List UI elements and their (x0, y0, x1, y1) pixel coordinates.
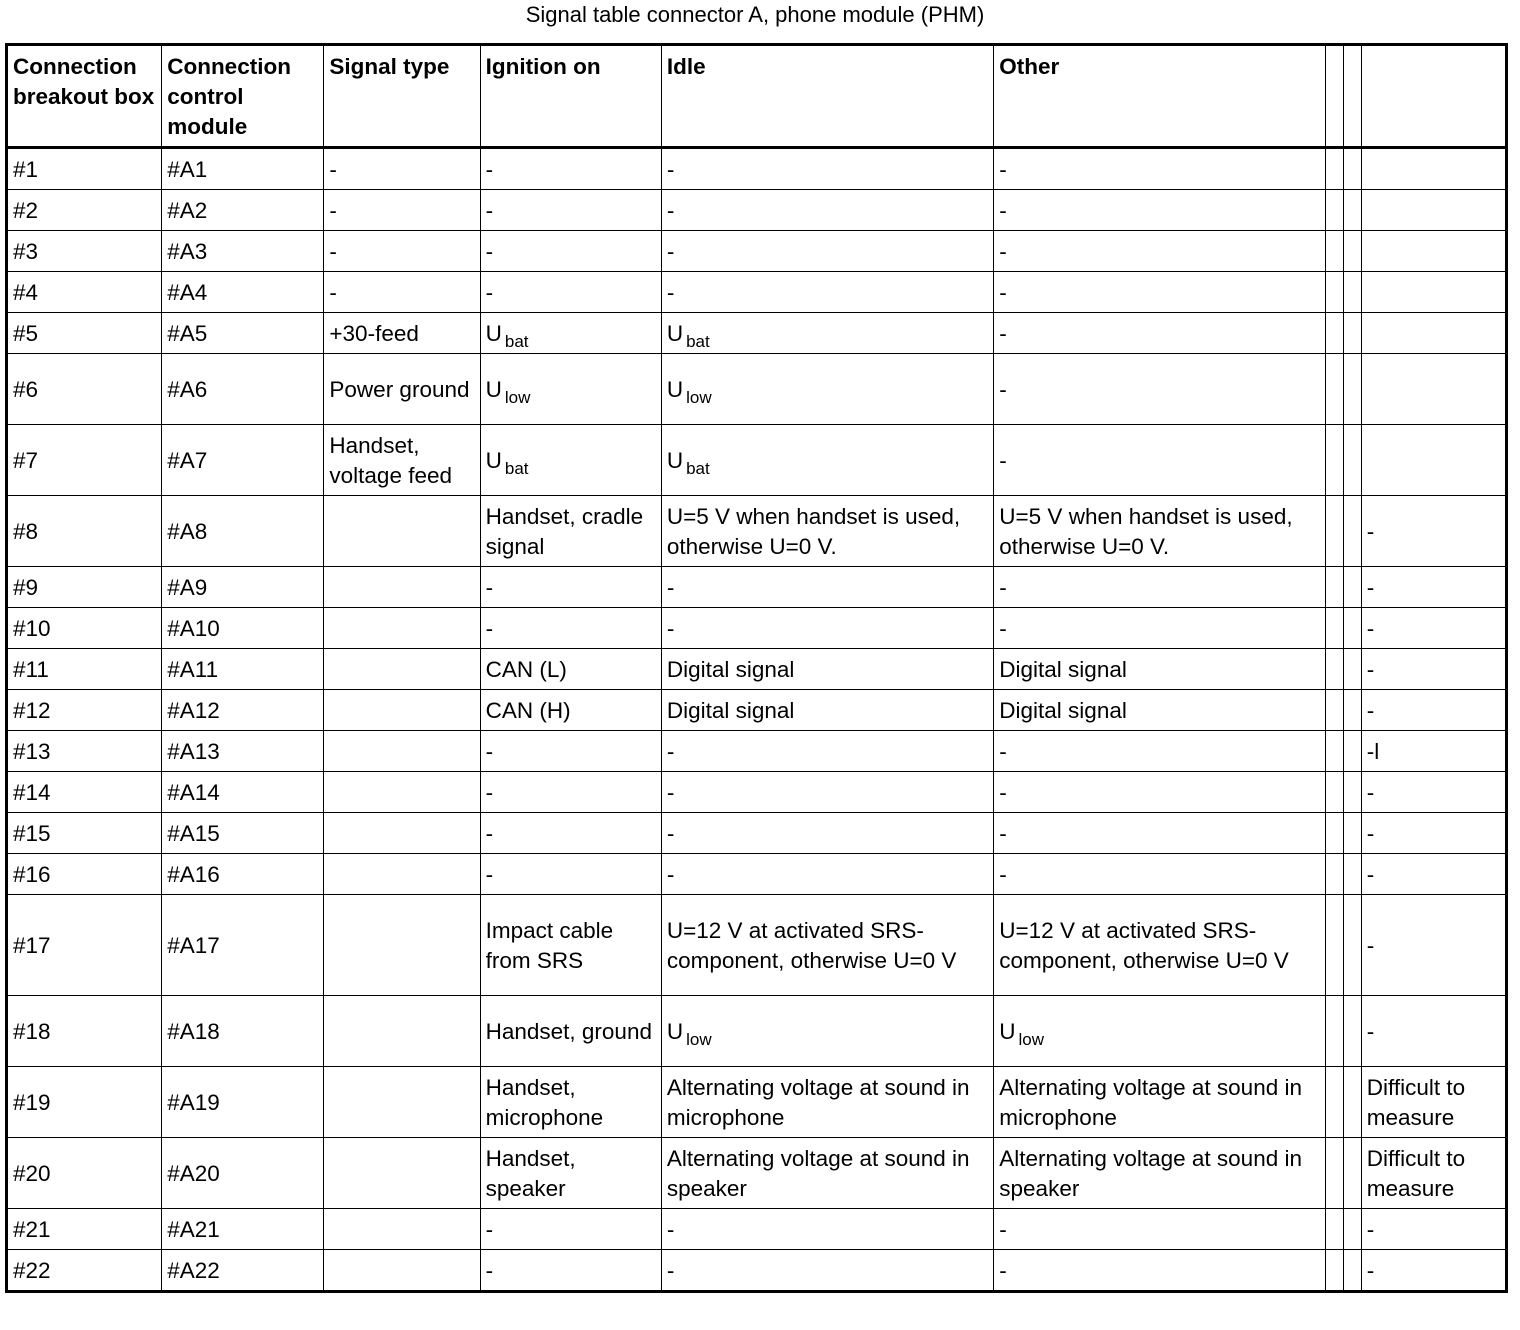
table-cell (1325, 190, 1343, 231)
table-cell: - (661, 148, 993, 190)
table-cell (480, 313, 661, 354)
table-cell: Digital signal (661, 690, 993, 731)
table-row (7, 895, 1507, 996)
table-row (7, 148, 1507, 190)
table-cell (1343, 813, 1361, 854)
table-cell (1343, 425, 1361, 496)
table-cell: #A1 (162, 148, 324, 190)
table-cell: #A22 (162, 1250, 324, 1292)
table-cell: - (661, 854, 993, 895)
table-cell: #A4 (162, 272, 324, 313)
table-cell (324, 1250, 480, 1292)
voltage-symbol: U (666, 1019, 684, 1044)
table-cell: #21 (7, 1209, 162, 1250)
table-cell (324, 649, 480, 690)
table-cell (1361, 313, 1506, 354)
table-cell (1325, 425, 1343, 496)
table-cell (1343, 608, 1361, 649)
table-cell (1343, 496, 1361, 567)
table-cell: - (1361, 649, 1506, 690)
table-cell (1325, 608, 1343, 649)
table-cell (1343, 895, 1361, 996)
table-cell: #17 (7, 895, 162, 996)
table-cell: - (994, 272, 1325, 313)
table-cell: #8 (7, 496, 162, 567)
table-cell: - (661, 1209, 993, 1250)
table-cell (324, 496, 480, 567)
table-cell: Alternating voltage at sound in speaker (994, 1138, 1325, 1209)
table-cell (1343, 1209, 1361, 1250)
table-cell: #1 (7, 148, 162, 190)
table-cell: #13 (7, 731, 162, 772)
table-cell: Alternating voltage at sound in speaker (661, 1138, 993, 1209)
table-cell: #6 (7, 354, 162, 425)
table-cell: #14 (7, 772, 162, 813)
table-cell: - (1361, 496, 1506, 567)
table-cell: Handset, microphone (480, 1067, 661, 1138)
table-cell: +30-feed (324, 313, 480, 354)
voltage-symbol: U (666, 448, 684, 473)
table-cell: #2 (7, 190, 162, 231)
table-cell: - (1361, 608, 1506, 649)
table-row (7, 1209, 1507, 1250)
voltage-subscript: bat (686, 459, 710, 478)
table-cell (1343, 1138, 1361, 1209)
table-cell: - (994, 148, 1325, 190)
table-cell (1325, 313, 1343, 354)
table-cell: U=5 V when handset is used, otherwise U=0 V. (661, 496, 993, 567)
table-cell (1343, 649, 1361, 690)
table-cell: - (1361, 1209, 1506, 1250)
table-cell: - (661, 190, 993, 231)
table-cell: #A2 (162, 190, 324, 231)
table-cell: #12 (7, 690, 162, 731)
table-cell (1343, 231, 1361, 272)
voltage-symbol: U (999, 1019, 1016, 1044)
header-cell (1361, 45, 1506, 148)
table-cell (661, 425, 993, 496)
table-cell: #A17 (162, 895, 324, 996)
table-cell (1325, 996, 1343, 1067)
table-cell: #A10 (162, 608, 324, 649)
table-row (7, 854, 1507, 895)
table-row (7, 231, 1507, 272)
table-cell: - (994, 772, 1325, 813)
table-cell: #A8 (162, 496, 324, 567)
table-cell: - (480, 148, 661, 190)
voltage-subscript: low (686, 1030, 712, 1049)
table-cell: #A16 (162, 854, 324, 895)
table-cell (1343, 1067, 1361, 1138)
table-cell (1343, 190, 1361, 231)
table-cell (1343, 272, 1361, 313)
table-cell (1343, 690, 1361, 731)
table-cell: Impact cable from SRS (480, 895, 661, 996)
table-cell (324, 690, 480, 731)
table-cell: - (661, 731, 993, 772)
table-cell: #A5 (162, 313, 324, 354)
table-cell: - (994, 567, 1325, 608)
table-cell: - (994, 1209, 1325, 1250)
table-cell (1343, 1250, 1361, 1292)
table-cell: - (994, 231, 1325, 272)
table-cell (661, 996, 993, 1067)
table-cell: - (994, 813, 1325, 854)
table-cell (324, 1138, 480, 1209)
table-cell: CAN (H) (480, 690, 661, 731)
table-cell: #A9 (162, 567, 324, 608)
table-cell (1343, 772, 1361, 813)
table-cell: - (1361, 567, 1506, 608)
table-cell: Handset, speaker (480, 1138, 661, 1209)
table-cell (1343, 313, 1361, 354)
table-cell: - (480, 608, 661, 649)
table-cell: #7 (7, 425, 162, 496)
table-cell (1325, 895, 1343, 996)
table-row (7, 996, 1507, 1067)
table-cell: - (480, 813, 661, 854)
table-cell: - (661, 272, 993, 313)
table-cell (324, 813, 480, 854)
header-cell (1325, 45, 1343, 148)
table-cell: CAN (L) (480, 649, 661, 690)
table-cell: - (480, 731, 661, 772)
header-cell: Ignition on (480, 45, 661, 148)
table-cell (324, 731, 480, 772)
table-cell: #18 (7, 996, 162, 1067)
table-cell: - (994, 190, 1325, 231)
table-cell: - (994, 425, 1325, 496)
table-cell (1343, 854, 1361, 895)
table-cell (1325, 731, 1343, 772)
table-cell (1343, 148, 1361, 190)
table-cell (1325, 772, 1343, 813)
table-cell (1325, 1250, 1343, 1292)
table-cell (1343, 354, 1361, 425)
table-cell: - (1361, 854, 1506, 895)
table-row (7, 1138, 1507, 1209)
table-cell (1361, 425, 1506, 496)
table-cell (1325, 1067, 1343, 1138)
header-cell (1343, 45, 1361, 148)
table-cell: -l (1361, 731, 1506, 772)
table-cell: Handset, ground (480, 996, 661, 1067)
voltage-subscript: bat (504, 459, 529, 478)
table-header-row (7, 45, 1507, 148)
table-cell (324, 608, 480, 649)
table-cell: - (994, 731, 1325, 772)
table-cell: #10 (7, 608, 162, 649)
header-cell: Connection breakout box (7, 45, 162, 148)
table-row (7, 567, 1507, 608)
table-cell: Digital signal (661, 649, 993, 690)
table-cell (1325, 1138, 1343, 1209)
table-cell: - (661, 772, 993, 813)
table-cell: - (480, 231, 661, 272)
table-cell: - (1361, 1250, 1506, 1292)
voltage-subscript: low (686, 388, 712, 407)
table-cell (324, 772, 480, 813)
table-cell: #A12 (162, 690, 324, 731)
table-cell: - (324, 272, 480, 313)
voltage-subscript: low (1018, 1030, 1045, 1049)
table-cell: #9 (7, 567, 162, 608)
table-cell: #16 (7, 854, 162, 895)
voltage-subscript: bat (686, 332, 710, 351)
table-cell (1325, 854, 1343, 895)
table-cell: #A6 (162, 354, 324, 425)
table-cell: - (661, 1250, 993, 1292)
table-cell (1343, 567, 1361, 608)
table-cell: - (1361, 772, 1506, 813)
table-cell: - (661, 608, 993, 649)
table-cell: Handset, cradle signal (480, 496, 661, 567)
table-cell: #11 (7, 649, 162, 690)
table-cell: - (661, 813, 993, 854)
table-cell: #A19 (162, 1067, 324, 1138)
table-cell: U=12 V at activated SRS-component, otherwise U=0 V (661, 895, 993, 996)
table-cell (324, 996, 480, 1067)
table-cell: U=5 V when handset is used, otherwise U=0 V. (994, 496, 1325, 567)
header-cell: Signal type (324, 45, 480, 148)
voltage-symbol: U (485, 448, 502, 473)
table-cell (480, 425, 661, 496)
table-row (7, 272, 1507, 313)
table-cell: - (480, 567, 661, 608)
table-cell: Difficult to measure (1361, 1138, 1506, 1209)
table-cell: - (480, 1250, 661, 1292)
table-cell: - (1361, 895, 1506, 996)
table-cell: #15 (7, 813, 162, 854)
table-cell: Digital signal (994, 649, 1325, 690)
table-cell: - (1361, 690, 1506, 731)
table-cell: - (324, 148, 480, 190)
table-row (7, 813, 1507, 854)
table-cell (480, 354, 661, 425)
table-cell: #A20 (162, 1138, 324, 1209)
table-cell: - (480, 190, 661, 231)
table-cell: #19 (7, 1067, 162, 1138)
table-cell: Difficult to measure (1361, 1067, 1506, 1138)
table-cell (1325, 496, 1343, 567)
table-cell (1361, 148, 1506, 190)
voltage-symbol: U (485, 321, 502, 346)
page-title: Signal table connector A, phone module (PHM) (525, 2, 985, 27)
table-cell: - (324, 231, 480, 272)
voltage-symbol: U (485, 377, 502, 402)
table-cell: #A21 (162, 1209, 324, 1250)
table-cell (1325, 567, 1343, 608)
table-cell: - (1361, 813, 1506, 854)
table-cell: #4 (7, 272, 162, 313)
table-cell: #22 (7, 1250, 162, 1292)
table-cell: - (480, 854, 661, 895)
table-cell (1361, 354, 1506, 425)
table-cell (324, 1209, 480, 1250)
table-cell (1361, 190, 1506, 231)
table-row (7, 354, 1507, 425)
table-cell: - (994, 854, 1325, 895)
table-cell: #A18 (162, 996, 324, 1067)
table-cell: #A13 (162, 731, 324, 772)
table-cell: - (661, 567, 993, 608)
table-cell (661, 354, 993, 425)
table-body (7, 148, 1507, 1292)
table-cell: #A15 (162, 813, 324, 854)
table-cell: Handset, voltage feed (324, 425, 480, 496)
table-cell: - (994, 1250, 1325, 1292)
table-cell (1325, 272, 1343, 313)
table-cell (994, 996, 1325, 1067)
table-cell: #A14 (162, 772, 324, 813)
table-cell: - (480, 772, 661, 813)
table-cell: #A3 (162, 231, 324, 272)
table-cell: Alternating voltage at sound in microphone (994, 1067, 1325, 1138)
table-cell: #20 (7, 1138, 162, 1209)
table-row (7, 1067, 1507, 1138)
table-cell (324, 567, 480, 608)
table-cell: Power ground (324, 354, 480, 425)
table-cell (1325, 231, 1343, 272)
signal-table (5, 43, 1508, 1293)
voltage-symbol: U (666, 321, 684, 346)
table-cell: - (994, 354, 1325, 425)
table-cell (1325, 813, 1343, 854)
table-cell (324, 1067, 480, 1138)
table-cell: Digital signal (994, 690, 1325, 731)
table-row (7, 313, 1507, 354)
table-cell (1361, 272, 1506, 313)
table-cell: #A7 (162, 425, 324, 496)
header-cell: Other (994, 45, 1325, 148)
table-cell: #5 (7, 313, 162, 354)
voltage-symbol: U (666, 377, 684, 402)
table-row (7, 649, 1507, 690)
table-row (7, 772, 1507, 813)
table-cell: - (480, 272, 661, 313)
table-cell (324, 854, 480, 895)
table-cell (1361, 231, 1506, 272)
table-cell: - (324, 190, 480, 231)
table-row (7, 690, 1507, 731)
table-cell (1325, 1209, 1343, 1250)
table-cell (1325, 690, 1343, 731)
table-cell (1325, 148, 1343, 190)
table-cell: U=12 V at activated SRS-component, otherwise U=0 V (994, 895, 1325, 996)
table-cell: Alternating voltage at sound in microphone (661, 1067, 993, 1138)
table-cell (1325, 649, 1343, 690)
table-row (7, 496, 1507, 567)
table-row (7, 608, 1507, 649)
header-cell: Idle (661, 45, 993, 148)
table-row (7, 190, 1507, 231)
header-cell: Connection control module (162, 45, 324, 148)
table-cell: - (661, 231, 993, 272)
table-row (7, 425, 1507, 496)
table-cell (324, 895, 480, 996)
table-row (7, 1250, 1507, 1292)
table-cell: #3 (7, 231, 162, 272)
table-cell: - (480, 1209, 661, 1250)
table-row (7, 731, 1507, 772)
table-cell: #A11 (162, 649, 324, 690)
table-cell: - (994, 313, 1325, 354)
voltage-subscript: low (504, 388, 531, 407)
table-cell (1343, 731, 1361, 772)
table-cell: - (994, 608, 1325, 649)
table-cell: - (1361, 996, 1506, 1067)
voltage-subscript: bat (504, 332, 529, 351)
table-cell (661, 313, 993, 354)
table-cell (1325, 354, 1343, 425)
table-cell (1343, 996, 1361, 1067)
